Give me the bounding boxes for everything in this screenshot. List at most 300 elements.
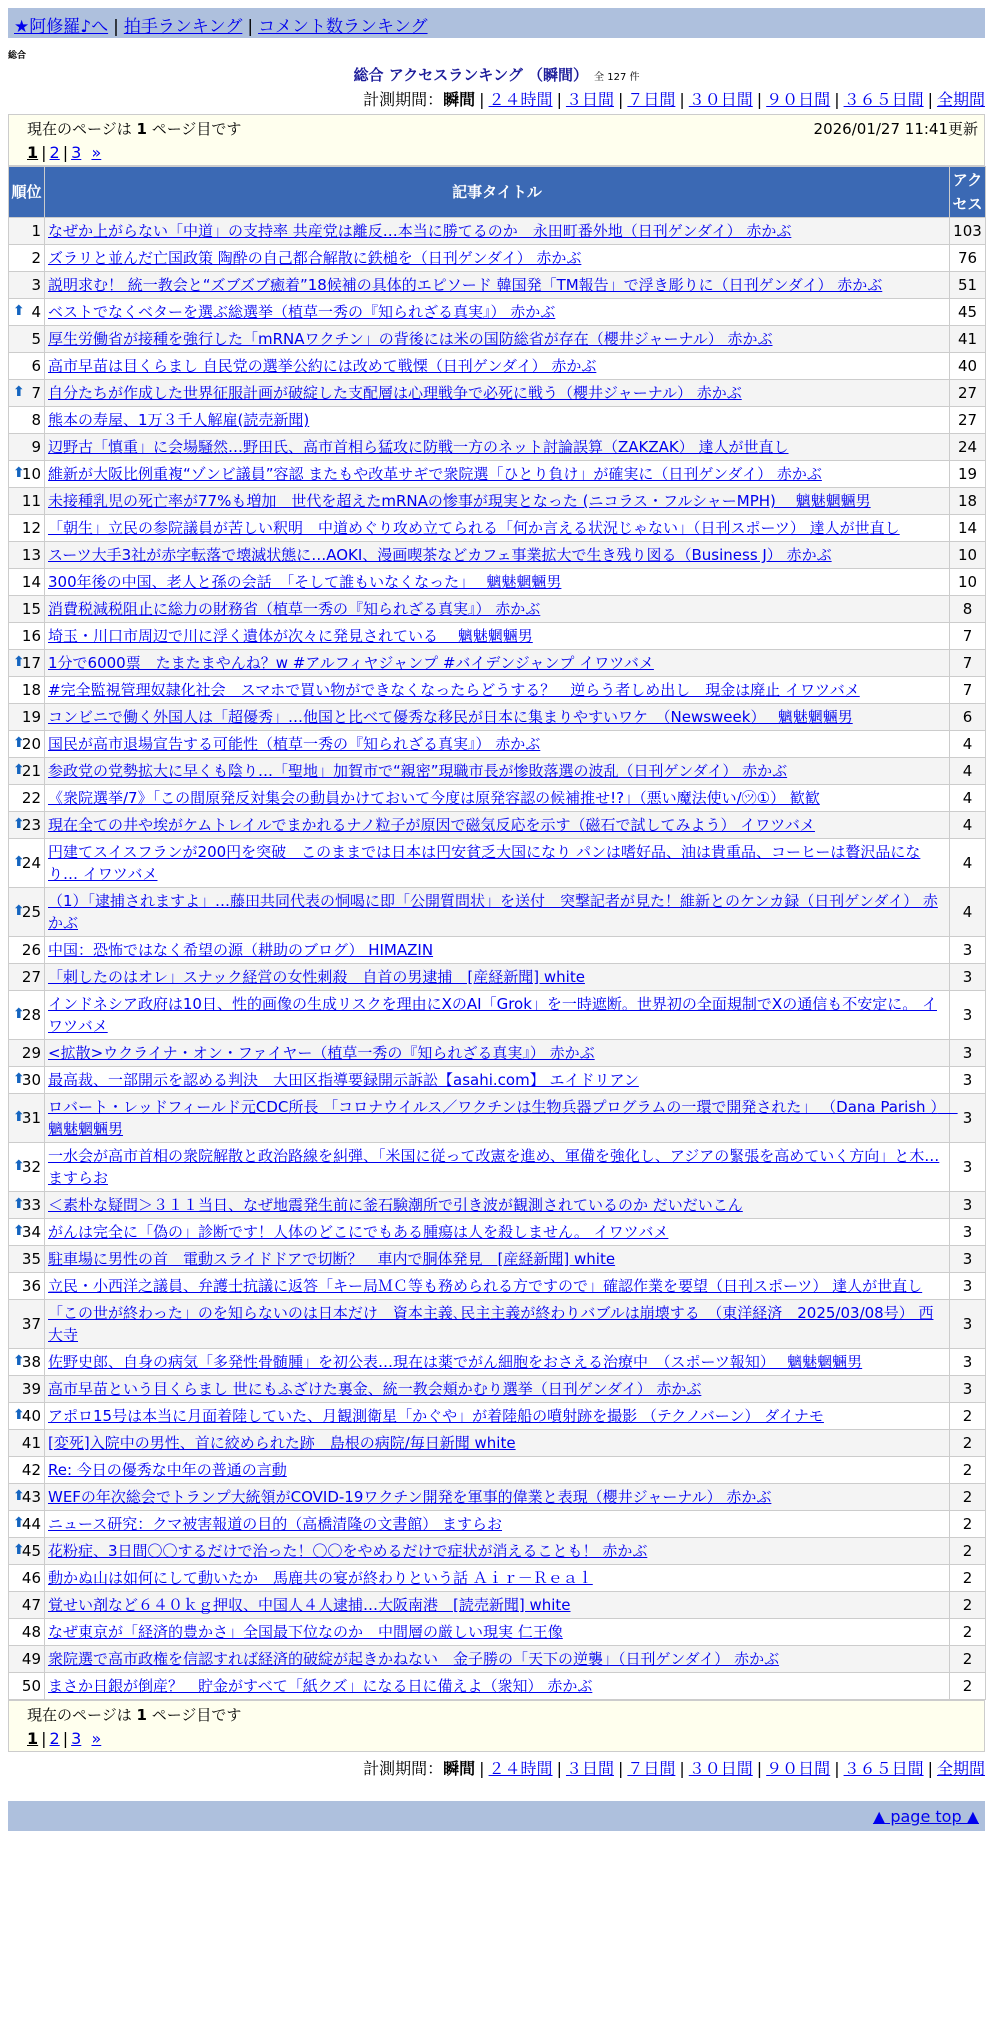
article-title-link[interactable]: ベストでなくベターを選ぶ総選挙（植草一秀の『知られざる真実』） 赤かぶ: [48, 303, 556, 321]
period-label: 計測期間：: [363, 90, 444, 109]
rank-number: 44: [21, 1515, 41, 1533]
article-title-link[interactable]: 厚生労働省が接種を強行した「mRNAワクチン」の背後には米の国防総省が存在（櫻井ジャーナル） 赤かぶ: [48, 330, 773, 348]
article-title-link[interactable]: 未接種乳児の死亡率が77%も増加 世代を超えたmRNAの惨事が現実となった (ニコラス・フルシャーMPH) 魑魅魍魎男: [48, 492, 871, 510]
access-count: 7: [950, 650, 986, 677]
title-cell: [45, 245, 950, 272]
table-row: [9, 299, 986, 326]
page-link-3[interactable]: 3: [71, 143, 82, 162]
access-count: 2: [950, 1619, 986, 1646]
rank-cell: [9, 326, 45, 353]
rank-number: 9: [31, 438, 41, 456]
rank-cell: [9, 1511, 45, 1538]
rank-number: 46: [21, 1569, 41, 1587]
column-header-rank: 順位: [9, 167, 45, 218]
title-cell: [45, 1349, 950, 1376]
access-count: 8: [950, 596, 986, 623]
access-count: 3: [950, 1143, 986, 1192]
access-count: 4: [950, 758, 986, 785]
table-row: [9, 731, 986, 758]
nav-home-link[interactable]: ★阿修羅♪へ: [14, 17, 109, 37]
article-title-link[interactable]: なぜか上がらない「中道」の支持率 共産党は離反…本当に勝てるのか 永田町番外地（日刊ゲンダイ） 赤かぶ: [48, 222, 792, 240]
rank-cell: [9, 785, 45, 812]
article-title-link[interactable]: コンビニで働く外国人は「超優秀」…他国と比べて優秀な移民が日本に集まりやすいワケ （Newsweek） 魑魅魍魎男: [48, 708, 853, 726]
table-row: [9, 1143, 986, 1192]
article-title-link[interactable]: 300年後の中国、老人と孫の会話 「そして誰もいなくなった」 魑魅魍魎男: [48, 573, 562, 591]
title-cell: [45, 888, 950, 937]
title-cell: [45, 1592, 950, 1619]
rank-cell: [9, 1403, 45, 1430]
rank-cell: [9, 1376, 45, 1403]
column-header-title: 記事タイトル: [45, 167, 950, 218]
rank-cell: [9, 1192, 45, 1219]
article-title-link[interactable]: 円建てスイスフランが200円を突破 このままでは日本は円安貧乏大国になり パンは嗜好品、油は貴重品、コーヒーは贅沢品になり… イワツバメ: [48, 843, 921, 883]
article-title-link[interactable]: がんは完全に「偽の」診断です！人体のどこにでもある腫瘍は人を殺しません。 イワツバメ: [48, 1223, 669, 1241]
article-title-link[interactable]: 1分で6000票 たまたまやんね？w #アルフィヤジャンプ #バイデンジャンプ イワツバメ: [48, 654, 654, 672]
period-selector-bottom: 計測期間：瞬間 | ２４時間 | ３日間 | ７日間 | ３０日間 | ９０日間 | ３６５日間 | 全期間: [363, 1759, 985, 1778]
article-title-link[interactable]: 説明求む！ 統一教会と“ズブズブ癒着”18候補の具体的エピソード 韓国発「TM報告」で浮き彫りに（日刊ゲンダイ） 赤かぶ: [48, 276, 883, 294]
article-title-link[interactable]: [変死]入院中の男性、首に絞められた跡 島根の病院/毎日新聞 white: [48, 1434, 516, 1452]
nav-clap-ranking-link[interactable]: 拍手ランキング: [123, 17, 243, 37]
page-next-link[interactable]: »: [91, 1729, 102, 1748]
ranking-table-body: [9, 218, 986, 1700]
title-cell: [45, 1300, 950, 1349]
access-count: 24: [950, 434, 986, 461]
access-count: 4: [950, 785, 986, 812]
rank-cell: [9, 299, 45, 326]
article-title-link[interactable]: <拡散>ウクライナ・オン・ファイヤー（植草一秀の『知られざる真実』） 赤かぶ: [48, 1044, 595, 1062]
access-count: 3: [950, 1192, 986, 1219]
up-arrow-icon: ⬆: [13, 383, 25, 400]
title-cell: [45, 461, 950, 488]
rank-number: 8: [31, 411, 41, 429]
table-row: [9, 542, 986, 569]
article-title-link[interactable]: 高市早苗は目くらまし 自民党の選挙公約には改めて戦慄（日刊ゲンダイ） 赤かぶ: [48, 357, 597, 375]
table-row: [9, 758, 986, 785]
rank-number: 15: [21, 600, 41, 618]
rank-cell: [9, 1646, 45, 1673]
article-title-link[interactable]: なぜ東京が「経済的豊かさ」全国最下位なのか 中間層の厳しい現実 仁王像: [48, 1623, 563, 1641]
up-arrow-icon: ⬆: [13, 653, 25, 670]
up-arrow-icon: ⬆: [13, 1157, 25, 1174]
table-row: [9, 1484, 986, 1511]
title-cell: [45, 407, 950, 434]
article-title-link[interactable]: スーツ大手3社が赤字転落で壊滅状態に…AOKI、漫画喫茶などカフェ事業拡大で生き残り図る（Business J） 赤かぶ: [48, 546, 832, 564]
table-row: [9, 1192, 986, 1219]
up-arrow-icon: ⬆: [13, 464, 25, 481]
rank-cell: [9, 1619, 45, 1646]
access-count: 27: [950, 407, 986, 434]
up-arrow-icon: ⬆: [13, 1070, 25, 1087]
title-cell: [45, 677, 950, 704]
article-title-link[interactable]: WEFの年次総会でトランプ大統領がCOVID-19ワクチン開発を軍事的偉業と表現（櫻井ジャーナル） 赤かぶ: [48, 1488, 772, 1506]
rank-number: 32: [21, 1158, 41, 1176]
rank-cell: [9, 515, 45, 542]
period-link-90d[interactable]: ９０日間: [766, 1759, 831, 1778]
rank-number: 31: [21, 1109, 41, 1127]
access-count: 2: [950, 1565, 986, 1592]
table-row: [9, 1376, 986, 1403]
footer-bar: [8, 1801, 985, 1831]
access-count: 4: [950, 731, 986, 758]
title-cell: [45, 272, 950, 299]
rank-cell: [9, 434, 45, 461]
title-cell: [45, 1067, 950, 1094]
title-cell: [45, 758, 950, 785]
title-cell: [45, 785, 950, 812]
title-cell: [45, 1219, 950, 1246]
rank-number: 30: [21, 1071, 41, 1089]
title-cell: [45, 623, 950, 650]
article-title-link[interactable]: 《衆院選挙/7》「この間原発反対集会の動員かけておいて今度は原発容認の候補推せ!?」（悪い魔法使い/㋡①） 歓歓: [48, 789, 820, 807]
table-row: [9, 1403, 986, 1430]
article-title-link[interactable]: 埼玉・川口市周辺で川に浮く遺体が次々に発見されている 魑魅魍魎男: [48, 627, 533, 645]
top-nav-bar: [8, 8, 985, 38]
table-row: [9, 1219, 986, 1246]
ranking-table: [8, 166, 986, 1700]
article-title-link[interactable]: 一水会が高市首相の衆院解散と政治路線を糾弾、「米国に従って改憲を進め、軍備を強化し、アジアの緊張を高めていく方向」と木… ますらお: [48, 1147, 940, 1187]
pagination-bottom: 現在のページは 1 ページ目です 1 | 2 | 3 »: [8, 1700, 985, 1752]
rank-number: 40: [21, 1407, 41, 1425]
period-link-365d[interactable]: ３６５日間: [843, 1759, 924, 1778]
table-row: [9, 1565, 986, 1592]
title-cell: [45, 839, 950, 888]
access-count: 40: [950, 353, 986, 380]
article-title-link[interactable]: 「刺したのはオレ」スナック経営の女性刺殺 自首の男逮捕 [産経新聞] white: [48, 968, 585, 986]
rank-number: 34: [21, 1223, 41, 1241]
rank-number: 1: [31, 222, 41, 240]
title-cell: [45, 812, 950, 839]
article-title-link[interactable]: 立民・小西洋之議員、弁護士抗議に返答「キー局ＭＣ等も務められる方ですので」確認作業を要望（日刊スポーツ） 達人が世直し: [48, 1277, 923, 1295]
access-count: 2: [950, 1673, 986, 1700]
category-label: 総合: [8, 51, 27, 61]
rank-number: 25: [21, 903, 41, 921]
up-arrow-icon: ⬆: [13, 1487, 25, 1504]
access-count: 45: [950, 299, 986, 326]
page-current: 1: [27, 1729, 39, 1748]
page-link-2[interactable]: 2: [49, 143, 60, 162]
rank-number: 12: [21, 519, 41, 537]
rank-cell: [9, 937, 45, 964]
up-arrow-icon: ⬆: [13, 1541, 25, 1558]
table-row: [9, 812, 986, 839]
title-cell: [45, 542, 950, 569]
up-arrow-icon: ⬆: [13, 1005, 25, 1022]
rank-number: 22: [21, 789, 41, 807]
access-count: 2: [950, 1430, 986, 1457]
table-row: [9, 888, 986, 937]
title-cell: [45, 1192, 950, 1219]
article-title-link[interactable]: 覚せい剤など６４０ｋｇ押収、中国人４人逮捕…大阪南港 [読売新聞] white: [48, 1596, 571, 1614]
table-row: [9, 785, 986, 812]
access-count: 3: [950, 1040, 986, 1067]
title-cell: [45, 1246, 950, 1273]
title-cell: [45, 937, 950, 964]
table-row: [9, 839, 986, 888]
article-title-link[interactable]: 佐野史郎、自身の病気「多発性骨髄腫」を初公表…現在は薬でがん細胞をおさえる治療中 （スポーツ報知） 魑魅魍魎男: [48, 1353, 863, 1371]
period-link-365d[interactable]: ３６５日間: [843, 90, 924, 109]
article-title-link[interactable]: 自分たちが作成した世界征服計画が破綻した支配層は心理戦争で必死に戦う（櫻井ジャーナル） 赤かぶ: [48, 384, 742, 402]
rank-cell: [9, 623, 45, 650]
rank-number: 38: [21, 1353, 41, 1371]
table-row: [9, 1300, 986, 1349]
rank-cell: [9, 488, 45, 515]
access-count: 19: [950, 461, 986, 488]
title-cell: [45, 380, 950, 407]
table-row: [9, 245, 986, 272]
nav-separator: |: [247, 17, 254, 37]
article-title-link[interactable]: アポロ15号は本当に月面着陸していた、月観測衛星「かぐや」が着陸船の噴射跡を撮影 （テクノバーン） ダイナモ: [48, 1407, 824, 1425]
title-cell: [45, 1565, 950, 1592]
access-count: 3: [950, 1300, 986, 1349]
article-title-link[interactable]: Re: 今日の優秀な中年の普通の言動: [48, 1461, 287, 1479]
period-link-3d[interactable]: ３日間: [565, 90, 614, 109]
access-count: 3: [950, 1094, 986, 1143]
title-cell: [45, 515, 950, 542]
ranking-title-block: [0, 64, 993, 85]
table-row: [9, 434, 986, 461]
table-row: [9, 218, 986, 245]
period-link-7d[interactable]: ７日間: [627, 90, 676, 109]
table-row: [9, 1067, 986, 1094]
article-title-link[interactable]: ズラリと並んだ亡国政策 陶酔の自己都合解散に鉄槌を（日刊ゲンダイ） 赤かぶ: [48, 249, 582, 267]
rank-number: 47: [21, 1596, 41, 1614]
period-link-90d[interactable]: ９０日間: [766, 90, 831, 109]
rank-number: 16: [21, 627, 41, 645]
title-cell: [45, 1040, 950, 1067]
table-row: [9, 1040, 986, 1067]
title-cell: [45, 650, 950, 677]
access-count: 2: [950, 1592, 986, 1619]
table-row: [9, 1430, 986, 1457]
access-count: 76: [950, 245, 986, 272]
current-page-text: 現在のページは 1 ページ目です: [27, 120, 242, 138]
table-row: [9, 515, 986, 542]
rank-cell: [9, 407, 45, 434]
rank-cell: [9, 218, 45, 245]
article-title-link[interactable]: 花粉症、3日間〇〇するだけで治った！〇〇をやめるだけで症状が消えることも！ 赤かぶ: [48, 1542, 648, 1560]
rank-number: 18: [21, 681, 41, 699]
table-row: [9, 353, 986, 380]
period-link-3d[interactable]: ３日間: [565, 1759, 614, 1778]
period-link-24h[interactable]: ２４時間: [488, 1759, 553, 1778]
article-title-link[interactable]: 現在全ての井や埃がケムトレイルでまかれるナノ粒子が原因で磁気反応を示す（磁石で試してみよう） イワツバメ: [48, 816, 815, 834]
rank-number: 24: [21, 854, 41, 872]
title-cell: [45, 1646, 950, 1673]
title-cell: [45, 1094, 958, 1143]
title-cell: [45, 1484, 950, 1511]
article-title-link[interactable]: #完全監視管理奴隷化社会 スマホで買い物ができなくなったらどうする？ 逆らう者しめ出し 現金は廃止 イワツバメ: [48, 681, 860, 699]
rank-number: 19: [21, 708, 41, 726]
rank-number: 23: [21, 816, 41, 834]
rank-number: 33: [21, 1196, 41, 1214]
table-row: [9, 1457, 986, 1484]
article-title-link[interactable]: 熊本の寿屋、1万３千人解雇(読売新聞): [48, 411, 310, 429]
article-title-link[interactable]: 中国：恐怖ではなく希望の源（耕助のブログ） HIMAZIN: [48, 941, 434, 959]
access-count: 27: [950, 380, 986, 407]
rank-number: 27: [21, 968, 41, 986]
article-title-link[interactable]: まさか日銀が倒産？ 貯金がすべて「紙クズ」になる日に備えよ（衆知） 赤かぶ: [48, 1677, 593, 1695]
article-title-link[interactable]: 動かぬ山は如何にして動いたか 馬鹿共の宴が終わりという話 Ａｉｒ－Ｒｅａｌ: [48, 1569, 593, 1587]
article-title-link[interactable]: 参政党の党勢拡大に早くも陰り…「聖地」加賀市で“親密”現職市長が惨敗落選の波乱（日刊ゲンダイ） 赤かぶ: [48, 762, 788, 780]
article-title-link[interactable]: 国民が高市退場宣告する可能性（植草一秀の『知られざる真実』） 赤かぶ: [48, 735, 541, 753]
access-count: 103: [950, 218, 986, 245]
rank-number: 29: [21, 1044, 41, 1062]
article-title-link[interactable]: 衆院選で高市政権を信認すれば経済的破綻が起きかねない 金子勝の「天下の逆襲」（日刊ゲンダイ） 赤かぶ: [48, 1650, 780, 1668]
up-arrow-icon: ⬆: [13, 761, 25, 778]
access-count: 3: [950, 1067, 986, 1094]
rank-cell: [9, 1673, 45, 1700]
table-row: [9, 1538, 986, 1565]
period-link-30d[interactable]: ３０日間: [688, 1759, 753, 1778]
title-cell: [45, 1376, 950, 1403]
access-count: 18: [950, 488, 986, 515]
table-header-row: [9, 167, 986, 218]
access-count: 3: [950, 1219, 986, 1246]
table-row: [9, 488, 986, 515]
table-row: [9, 461, 986, 488]
title-cell: [45, 964, 950, 991]
table-row: [9, 1094, 986, 1143]
table-row: [9, 407, 986, 434]
up-arrow-icon: ⬆: [13, 815, 25, 832]
rank-number: 14: [21, 573, 41, 591]
up-arrow-icon: ⬆: [13, 1352, 25, 1369]
period-link-all[interactable]: 全期間: [936, 90, 985, 109]
period-link-30d[interactable]: ３０日間: [688, 90, 753, 109]
table-row: [9, 1349, 986, 1376]
rank-number: 26: [21, 941, 41, 959]
up-arrow-icon: ⬆: [13, 1514, 25, 1531]
rank-cell: [9, 991, 45, 1040]
table-row: [9, 569, 986, 596]
table-row: [9, 326, 986, 353]
article-title-link[interactable]: 維新が大阪比例重複“ゾンビ議員”容認 またもや改革サギで衆院選「ひとり負け」が確実に（日刊ゲンダイ） 赤かぶ: [48, 465, 822, 483]
period-selector-top: 計測期間：瞬間 | ２４時間 | ３日間 | ７日間 | ３０日間 | ９０日間 | ３６５日間 | 全期間: [363, 90, 985, 109]
period-link-7d[interactable]: ７日間: [627, 1759, 676, 1778]
rank-cell: [9, 1273, 45, 1300]
ranking-total-count: 全 127 件: [594, 72, 640, 83]
article-title-link[interactable]: インドネシア政府は10日、性的画像の生成リスクを理由にXのAI「Grok」を一時遮断。世界初の全面規制でXの通信も不安定に。 イワツバメ: [48, 995, 937, 1035]
title-cell: [45, 353, 950, 380]
rank-number: 7: [31, 384, 41, 402]
rank-number: 42: [21, 1461, 41, 1479]
access-count: 7: [950, 623, 986, 650]
article-title-link[interactable]: ロバート・レッドフィールド元CDC所長 「コロナウイルス／ワクチンは生物兵器プログラムの一環で開発された」 （Dana Parish ） 魑魅魍魎男: [48, 1098, 958, 1138]
rank-number: 3: [31, 276, 41, 294]
table-row: [9, 1246, 986, 1273]
rank-cell: [9, 650, 45, 677]
rank-number: 6: [31, 357, 41, 375]
access-count: 7: [950, 677, 986, 704]
article-title-link[interactable]: 「朝生」立民の参院議員が苦しい釈明 中道めぐり攻め立てられる「何か言える状況じゃない」（日刊スポーツ） 達人が世直し: [48, 519, 900, 537]
up-arrow-icon: ⬆: [13, 1222, 25, 1239]
rank-cell: [9, 731, 45, 758]
access-count: 2: [950, 1646, 986, 1673]
up-arrow-icon: ⬆: [13, 1195, 25, 1212]
title-cell: [45, 218, 950, 245]
article-title-link[interactable]: 最高裁、一部開示を認める判決 大田区指導要録開示訴訟【asahi.com】 エイドリアン: [48, 1071, 639, 1089]
access-count: 4: [950, 839, 986, 888]
table-row: [9, 937, 986, 964]
page-next-link[interactable]: »: [91, 143, 102, 162]
access-count: 3: [950, 991, 986, 1040]
ranking-title: 総合 アクセスランキング （瞬間）: [353, 66, 589, 84]
title-cell: [45, 488, 950, 515]
title-cell: [45, 1457, 950, 1484]
access-count: 3: [950, 1246, 986, 1273]
rank-number: 4: [31, 303, 41, 321]
access-count: 2: [950, 1538, 986, 1565]
rank-number: 50: [21, 1677, 41, 1695]
page-current: 1: [27, 143, 39, 162]
article-title-link[interactable]: 消費税減税阻止に総力の財務省（植草一秀の『知られざる真実』） 赤かぶ: [48, 600, 541, 618]
page-link-3[interactable]: 3: [71, 1729, 82, 1748]
rank-number: 39: [21, 1380, 41, 1398]
rank-cell: [9, 1565, 45, 1592]
table-row: [9, 1511, 986, 1538]
article-title-link[interactable]: 駐車場に男性の首 電動スライドドアで切断？ 車内で胴体発見 [産経新聞] white: [48, 1250, 616, 1268]
table-row: [9, 1619, 986, 1646]
rank-cell: [9, 704, 45, 731]
page-link-2[interactable]: 2: [49, 1729, 60, 1748]
title-cell: [45, 1273, 950, 1300]
article-title-link[interactable]: （1）「逮捕されますよ」…藤田共同代表の恫喝に即「公開質問状」を送付 突撃記者が見た！維新とのケンカ録（日刊ゲンダイ） 赤かぶ: [48, 892, 938, 932]
rank-number: 17: [21, 654, 41, 672]
title-cell: [45, 1619, 950, 1646]
period-link-24h[interactable]: ２４時間: [488, 90, 553, 109]
title-cell: [45, 596, 950, 623]
article-title-link[interactable]: 「この世が終わった」のを知らないのは日本だけ 資本主義､民主主義が終わりバブルは崩壊する （東洋経済 2025/03/08号） 西大寺: [48, 1304, 934, 1344]
title-cell: [45, 299, 950, 326]
title-cell: [45, 1403, 950, 1430]
up-arrow-icon: ⬆: [13, 853, 25, 870]
rank-number: 20: [21, 735, 41, 753]
access-count: 3: [950, 1349, 986, 1376]
rank-cell: [9, 1094, 45, 1143]
rank-cell: [9, 1300, 45, 1349]
rank-number: 37: [21, 1315, 41, 1333]
page-top-link[interactable]: ▲ page top ▲: [872, 1807, 979, 1826]
table-row: [9, 1592, 986, 1619]
column-header-access: アクセス: [950, 167, 986, 218]
nav-comment-ranking-link[interactable]: コメント数ランキング: [258, 17, 428, 37]
period-link-all[interactable]: 全期間: [936, 1759, 985, 1778]
table-row: [9, 380, 986, 407]
article-title-link[interactable]: 辺野古「慎重」に会場騒然…野田氏、高市首相ら猛攻に防戦一方のネット討論誤算（ZAKZAK） 達人が世直し: [48, 438, 789, 456]
rank-cell: [9, 1246, 45, 1273]
rank-number: 2: [31, 249, 41, 267]
title-cell: [45, 731, 950, 758]
access-count: 4: [950, 888, 986, 937]
rank-number: 45: [21, 1542, 41, 1560]
rank-cell: [9, 1067, 45, 1094]
article-title-link[interactable]: ニュース研究：クマ被害報道の目的（高橋清隆の文書館） ますらお: [48, 1515, 503, 1533]
title-cell: [45, 1673, 950, 1700]
rank-number: 28: [21, 1006, 41, 1024]
access-count: 10: [950, 542, 986, 569]
rank-cell: [9, 1538, 45, 1565]
nav-separator: |: [113, 17, 119, 37]
period-label: 計測期間：: [363, 1759, 444, 1778]
article-title-link[interactable]: 高市早苗という目くらまし 世にもふざけた裏金、統一教会頬かむり選挙（日刊ゲンダイ） 赤かぶ: [48, 1380, 702, 1398]
rank-number: 11: [21, 492, 41, 510]
access-count: 2: [950, 1403, 986, 1430]
table-row: [9, 1673, 986, 1700]
table-row: [9, 1646, 986, 1673]
title-cell: [45, 569, 950, 596]
article-title-link[interactable]: ＜素朴な疑問＞３１１当日、なぜ地震発生前に釜石験潮所で引き波が観測されているのか だいだいこん: [48, 1196, 743, 1214]
rank-cell: [9, 596, 45, 623]
